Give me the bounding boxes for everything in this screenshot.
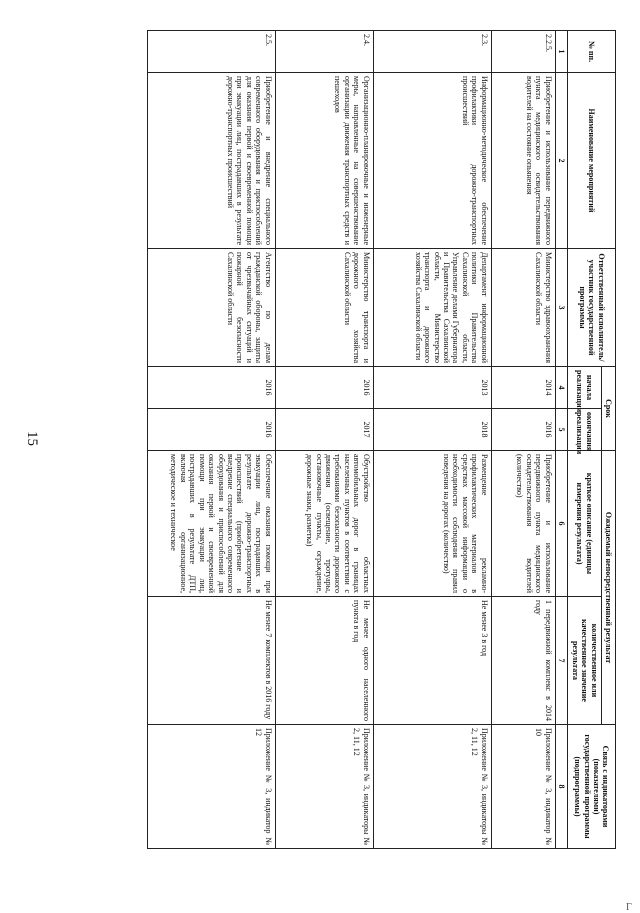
executor: Министерство здравоохранения Сахалинской области — [491, 249, 555, 367]
column-number: 3 — [555, 249, 567, 367]
executor: Департамент информационной политики Правительства Сахалинской области, Управление делами Губернатора и Правительства Сахалинской области, Министерство транспорта и дорожного хозяйства Сахалинской области — [373, 249, 491, 367]
measure-name: Информационно-методическое обеспечение профилактики дорожно-транспортных происшествий — [373, 73, 491, 249]
table-row — [373, 31, 491, 849]
column-number: 8 — [555, 725, 567, 849]
end-year: 2016 — [147, 409, 275, 451]
result-value: 1 передвижной комплекс в 2014 году — [491, 597, 555, 725]
indicator-link: Приложение № 3, индикаторы № 2, 11, 12 — [275, 725, 373, 849]
header-name: Наименование мероприятий — [568, 73, 616, 249]
result-value: Не менее 7 комплектов в 2016 году — [147, 597, 275, 725]
indicator-link: Приложение № 3, индикатор № 10 — [491, 725, 555, 849]
start-year: 2014 — [491, 367, 555, 409]
table-row — [147, 31, 275, 849]
result-description: Размещение рекламно-профилактических материалов в средствах массовой информации о необходимости соблюдения правил поведения на дорогах (количество) — [373, 451, 491, 597]
column-number: 7 — [555, 597, 567, 725]
column-number-row — [555, 31, 567, 849]
executor: Агентство по делам гражданской обороны, защиты от чрезвычайных ситуаций и пожарной безопасности Сахалинской области — [147, 249, 275, 367]
row-number: 2.2.5. — [491, 31, 555, 73]
result-description: Обустройство областных автомобильных дорог в границах населенных пунктов в соответствии с требованиями безопасности дорожного движения (освещение, тротуары, остановочные пункты, ограждение, дорожные знаки, разметка) — [275, 451, 373, 597]
row-number: 2.4. — [275, 31, 373, 73]
header-executor: Ответственный исполнитель/ участник государственной программы — [568, 249, 616, 367]
header-desc: краткое описание (единицы измерения результата) — [568, 451, 601, 597]
column-number: 1 — [555, 31, 567, 73]
result-description: Обеспечение оказания помощи при эвакуации лиц, пострадавших в результате дорожно-транспортных происшествий (приобретение и внедрение специального современного оборудования и приспособлений для оказания первой и своевременной помощи при эвакуации лиц, пострадавших в результате ДТП, включая организационное, методическое и техническое — [147, 451, 275, 597]
measures-table — [147, 30, 616, 849]
column-number: 5 — [555, 409, 567, 451]
header-result: Ожидаемый непосредственный результат — [601, 451, 615, 725]
indicator-link: Приложение № 3, индикаторы № 2, 11, 12 — [373, 725, 491, 849]
start-year: 2013 — [373, 367, 491, 409]
scan-mark: Г — [626, 902, 632, 913]
header-num: № пп. — [568, 31, 616, 73]
table-row — [491, 31, 555, 849]
indicator-link: Приложение № 3, индикатор № 12 — [147, 725, 275, 849]
header-term: Срок — [601, 367, 615, 451]
header-end: окончания реализации — [568, 409, 601, 451]
end-year: 2018 — [373, 409, 491, 451]
executor: Министерство транспорта и дорожного хозяйства Сахалинской области — [275, 249, 373, 367]
end-year: 2017 — [275, 409, 373, 451]
page-number: 15 — [24, 431, 40, 446]
start-year: 2016 — [275, 367, 373, 409]
header-start: начала реализации — [568, 367, 601, 409]
column-number: 6 — [555, 451, 567, 597]
header-link: Связь с индикаторами (показателями) государственной программы (подпрограммы) — [568, 725, 616, 849]
measure-name: Приобретение и внедрение специального современного оборудования и приспособлений для оказания первой и своевременной помощи при эвакуации лиц, пострадавших в результате дорожно-транспортных происшествий — [147, 73, 275, 249]
column-number: 2 — [555, 73, 567, 249]
row-number: 2.3. — [373, 31, 491, 73]
rotated-table-wrapper — [100, 30, 616, 850]
column-number: 4 — [555, 367, 567, 409]
row-number: 2.5. — [147, 31, 275, 73]
end-year: 2016 — [491, 409, 555, 451]
start-year: 2016 — [147, 367, 275, 409]
table-row — [275, 31, 373, 849]
result-value: Не менее 3 в год — [373, 597, 491, 725]
result-value: Не менее одного населенного пункта в год — [275, 597, 373, 725]
measure-name: Организационно-планировочные и инженерные меры, направленные на совершенствование организации движения транспортных средств и пешеходов — [275, 73, 373, 249]
header-value: количественное или качественное значение результата — [568, 597, 601, 725]
measure-name: Приобретение и использование передвижного пункта медицинского освидетельствования водителей на состояние опьянения — [491, 73, 555, 249]
result-description: Приобретение и использование передвижного пункта медицинского освидетельствования водителей (количество) — [491, 451, 555, 597]
